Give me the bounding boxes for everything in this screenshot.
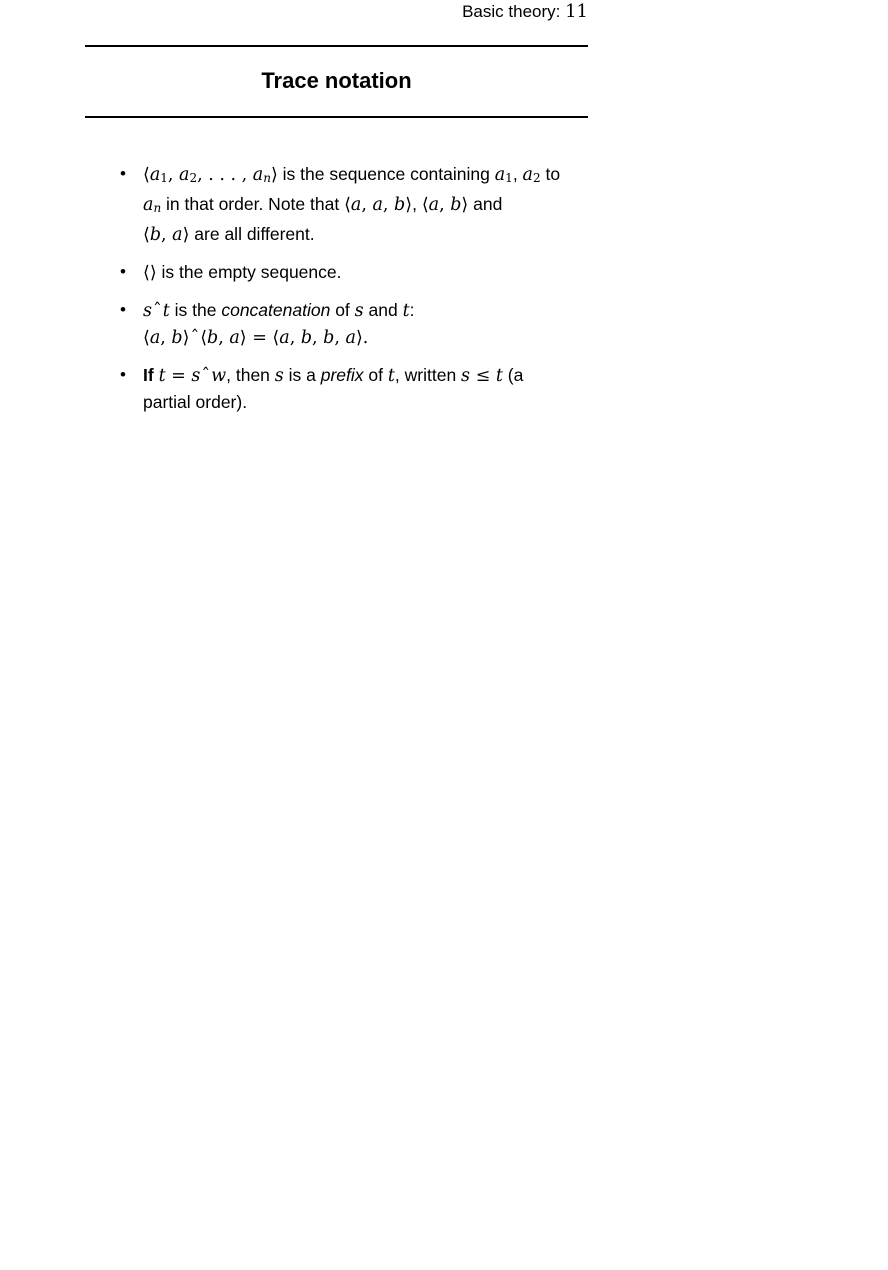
math-symbol: ⟩: [182, 328, 190, 348]
math-symbol: ,: [312, 328, 324, 348]
header-label: Basic theory:: [462, 2, 561, 21]
bullet-text: [143, 161, 560, 248]
math-variable: a: [522, 165, 533, 185]
math-variable: s: [354, 301, 364, 321]
math-variable: b: [207, 328, 219, 348]
math-symbol: ⟨: [421, 195, 429, 215]
math-variable: b: [300, 328, 313, 348]
math-symbol: ⟩: [239, 328, 247, 348]
concatenation-caret: ˆ: [190, 328, 200, 348]
page-number: 11: [565, 1, 588, 22]
math-variable: s: [274, 366, 284, 386]
math-symbol: ⟩.: [355, 328, 369, 348]
bullet-line: [143, 297, 415, 324]
math-symbol: ⟨: [143, 225, 150, 245]
math-symbol: ⟩: [405, 195, 413, 215]
math-variable: a: [279, 328, 290, 348]
text-segment: is a: [283, 365, 321, 385]
text-segment: to: [540, 164, 561, 184]
math-variable: a: [149, 328, 161, 348]
bullet-item: [120, 362, 820, 415]
math-symbol: ,: [382, 195, 395, 215]
math-variable: t: [402, 301, 410, 321]
title-rule-bottom: [85, 116, 588, 118]
bullet-line: [143, 259, 341, 286]
bullet-item: [120, 297, 820, 351]
math-symbol: ,: [161, 225, 173, 245]
math-variable: a: [345, 328, 356, 348]
bullet-text: [143, 259, 341, 286]
text-segment: ,: [512, 164, 523, 184]
math-variable: a: [172, 225, 183, 245]
math-subscript: 2: [532, 171, 541, 185]
concatenation-caret: ˆ: [152, 301, 162, 321]
math-symbol: ⟩: [182, 225, 190, 245]
math-symbol: =: [165, 366, 192, 386]
bullet-icon: •: [120, 365, 126, 384]
math-symbol: ,: [167, 165, 180, 185]
concatenation-caret: ˆ: [201, 366, 211, 386]
text-segment: , then: [226, 365, 275, 385]
math-symbol: ,: [218, 328, 230, 348]
math-symbol: ⟨⟩: [143, 263, 157, 283]
text-segment: is the: [169, 300, 222, 320]
math-symbol: ,: [439, 195, 451, 215]
bullet-line: [143, 221, 560, 248]
math-symbol: , . . . ,: [197, 165, 253, 185]
bold-text-segment: If: [143, 365, 159, 385]
text-segment: partial order).: [143, 392, 248, 412]
math-variable: a: [494, 165, 506, 185]
title-rule-top: [85, 45, 588, 47]
italic-text-segment: prefix: [320, 365, 364, 385]
math-variable: s: [143, 301, 152, 321]
math-variable: a: [179, 165, 190, 185]
text-segment: ,: [412, 194, 422, 214]
text-segment: :: [409, 300, 415, 320]
italic-text-segment: concatenation: [221, 300, 331, 320]
bullet-item: [120, 259, 820, 286]
text-segment: are all different.: [189, 224, 315, 244]
math-variable: s: [461, 366, 471, 386]
math-symbol: ⟨: [344, 195, 351, 215]
math-symbol: ⟨: [200, 328, 208, 348]
bullet-list: [120, 161, 820, 426]
math-subscript: n: [153, 201, 162, 215]
math-variable: t: [162, 301, 170, 321]
text-segment: of: [363, 365, 388, 385]
math-symbol: ⟨: [143, 165, 150, 185]
slide-title: Trace notation: [261, 68, 412, 93]
bullet-icon: •: [120, 300, 126, 319]
math-variable: t: [158, 366, 166, 386]
math-symbol: ⟨: [272, 328, 280, 348]
text-segment: is the empty sequence.: [156, 262, 342, 282]
bullet-line: [143, 389, 523, 415]
running-header: [0, 1, 588, 23]
math-variable: a: [428, 195, 440, 215]
text-segment: of: [330, 300, 355, 320]
math-symbol: ,: [334, 328, 346, 348]
bullet-text: [143, 362, 523, 415]
math-variable: b: [149, 225, 162, 245]
math-variable: a: [350, 195, 362, 215]
text-segment: in that order. Note that: [161, 194, 345, 214]
text-segment: (a: [502, 365, 524, 385]
math-variable: a: [252, 165, 264, 185]
bullet-item: [120, 161, 820, 248]
math-symbol: ⟩: [461, 195, 469, 215]
math-symbol: ⟩: [270, 165, 278, 185]
math-variable: b: [450, 195, 462, 215]
bullet-line: [143, 191, 560, 221]
math-variable: a: [229, 328, 240, 348]
math-symbol: ⟨: [143, 328, 150, 348]
math-variable: a: [143, 195, 154, 215]
text-segment: , written: [394, 365, 462, 385]
math-symbol: ,: [361, 195, 373, 215]
math-variable: a: [372, 195, 383, 215]
bullet-line: [143, 324, 415, 351]
math-subscript: 1: [505, 171, 513, 185]
text-segment: and: [468, 194, 503, 214]
math-variable: t: [495, 366, 503, 386]
math-subscript: n: [263, 171, 271, 185]
math-subscript: 1: [160, 171, 168, 185]
math-symbol: =: [246, 328, 273, 348]
bullet-icon: •: [120, 262, 126, 281]
math-variable: b: [394, 195, 406, 215]
bullet-line: [143, 362, 523, 389]
text-segment: and: [363, 300, 403, 320]
math-variable: t: [387, 366, 395, 386]
math-variable: s: [191, 366, 201, 386]
bullet-text: [143, 297, 415, 351]
math-variable: w: [211, 366, 227, 386]
bullet-icon: •: [120, 164, 126, 183]
math-symbol: ,: [289, 328, 301, 348]
bullet-line: [143, 161, 560, 191]
math-variable: b: [171, 328, 183, 348]
text-segment: is the sequence containing: [277, 164, 495, 184]
math-symbol: ≤: [470, 366, 496, 386]
math-variable: b: [323, 328, 335, 348]
math-symbol: ,: [160, 328, 172, 348]
math-subscript: 2: [189, 171, 198, 185]
math-variable: a: [149, 165, 161, 185]
